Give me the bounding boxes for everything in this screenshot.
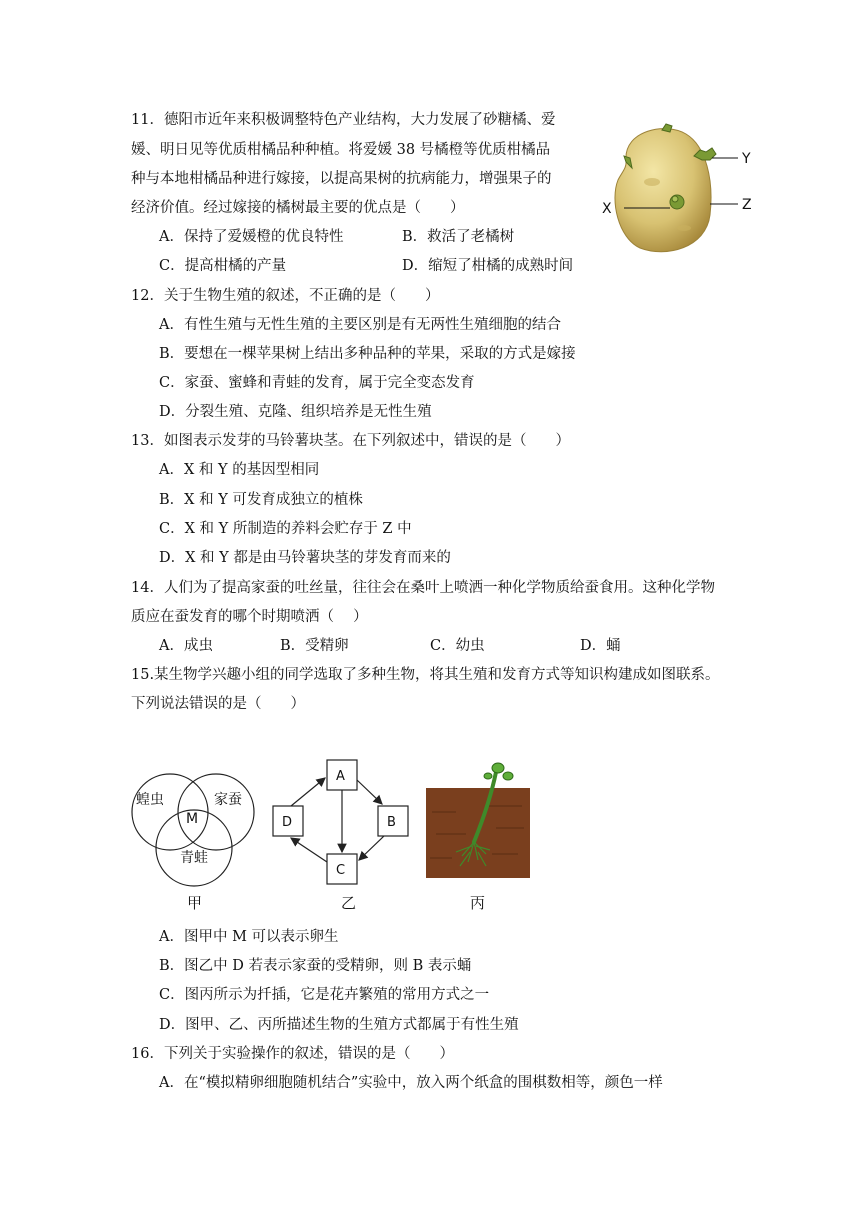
plant-leaves (484, 763, 513, 780)
q13-option-c[interactable]: C．X 和 Y 所制造的养料会贮存于 Z 中 (159, 521, 412, 537)
q13-option-b[interactable]: B．X 和 Y 可发育成独立的植株 (159, 492, 363, 508)
q11-stem-line-2: 媛、明日见等优质柑橘品种种植。将爱媛 38 号橘橙等优质柑橘品 (131, 142, 551, 158)
q13-option-a[interactable]: A．X 和 Y 的基因型相同 (159, 462, 320, 478)
q11-option-a[interactable]: A．保持了爱媛橙的优良特性 (159, 229, 344, 245)
figure-label-bing: 丙 (470, 894, 486, 912)
q13-stem: 13．如图表示发芽的马铃薯块茎。在下列叙述中，错误的是（ ） (131, 433, 570, 449)
potato-label-x: X (602, 201, 612, 217)
cycle-label-b: B (387, 815, 396, 830)
potato-label-y: Y (742, 151, 751, 167)
venn-label-center: M (186, 811, 199, 827)
venn-label-frog: 青蛙 (180, 850, 208, 866)
sprouting-potato-figure (596, 120, 766, 260)
q14-option-a[interactable]: A．成虫 (159, 638, 213, 654)
q14-option-d[interactable]: D．蛹 (580, 638, 621, 654)
q15-option-b[interactable]: B．图乙中 D 若表示家蚕的受精卵，则 B 表示蛹 (159, 958, 472, 974)
q15-stem-line-1: 15.某生物学兴趣小组的同学选取了多种生物，将其生殖和发育方式等知识构建成如图联系。 (131, 667, 720, 683)
arrow-b-to-c (359, 836, 384, 860)
venn-label-locust: 蝗虫 (136, 792, 164, 808)
q11-option-c[interactable]: C．提高柑橘的产量 (159, 258, 287, 274)
q16-option-a[interactable]: A．在“模拟精卵细胞随机结合”实验中，放入两个纸盒的围棋数相等，颜色一样 (159, 1075, 663, 1091)
figure-label-yi: 乙 (341, 894, 357, 912)
q14-option-b[interactable]: B．受精卵 (280, 638, 349, 654)
cycle-label-a: A (336, 769, 345, 784)
q13-option-d[interactable]: D．X 和 Y 都是由马铃薯块茎的芽发育而来的 (159, 550, 451, 566)
q15-stem-line-2: 下列说法错误的是（ ） (131, 696, 305, 712)
q14-stem-line-1: 14．人们为了提高家蚕的吐丝量，往往会在桑叶上喷洒一种化学物质给蚕食用。这种化学物 (131, 580, 715, 596)
q14-option-c[interactable]: C．幼虫 (430, 638, 485, 654)
q12-option-d[interactable]: D．分裂生殖、克隆、组织培养是无性生殖 (159, 404, 432, 420)
cutting-in-soil-figure (426, 762, 530, 878)
venn-label-silkworm: 家蚕 (214, 792, 242, 808)
arrow-a-to-b (357, 780, 382, 804)
q16-stem: 16．下列关于实验操作的叙述，错误的是（ ） (131, 1046, 454, 1062)
q11-stem-line-3: 种与本地柑橘品种进行嫁接，以提高果树的抗病能力，增强果子的 (131, 171, 552, 187)
development-cycle-diagram (268, 758, 418, 888)
arrow-d-to-a (291, 778, 325, 806)
cycle-label-c: C (336, 863, 346, 878)
arrow-c-to-d (291, 838, 327, 862)
q14-stem-line-2: 质应在蚕发育的哪个时期喷洒（ ） (131, 609, 368, 625)
cycle-label-d: D (282, 815, 293, 830)
q11-option-b[interactable]: B．救活了老橘树 (402, 229, 515, 245)
q15-option-d[interactable]: D．图甲、乙、丙所描述生物的生殖方式都属于有性生殖 (159, 1017, 519, 1033)
q11-stem-line-4: 经济价值。经过嫁接的橘树最主要的优点是（ ） (131, 200, 465, 216)
q11-stem-line-1: 11．德阳市近年来积极调整特色产业结构，大力发展了砂糖橘、爱 (131, 112, 556, 128)
q12-option-c[interactable]: C．家蚕、蜜蜂和青蛙的发育，属于完全变态发育 (159, 375, 475, 391)
venn-diagram (128, 768, 258, 888)
figure-label-jia: 甲 (187, 894, 203, 912)
q15-option-a[interactable]: A．图甲中 M 可以表示卵生 (159, 929, 339, 945)
q12-stem: 12．关于生物生殖的叙述，不正确的是（ ） (131, 288, 440, 304)
q12-option-a[interactable]: A．有性生殖与无性生殖的主要区别是有无两性生殖细胞的结合 (159, 317, 561, 333)
q12-option-b[interactable]: B．要想在一棵苹果树上结出多种品种的苹果，采取的方式是嫁接 (159, 346, 576, 362)
q11-option-d[interactable]: D．缩短了柑橘的成熟时间 (402, 258, 574, 274)
q15-option-c[interactable]: C．图丙所示为扦插，它是花卉繁殖的常用方式之一 (159, 987, 490, 1003)
potato-label-z: Z (742, 197, 752, 213)
